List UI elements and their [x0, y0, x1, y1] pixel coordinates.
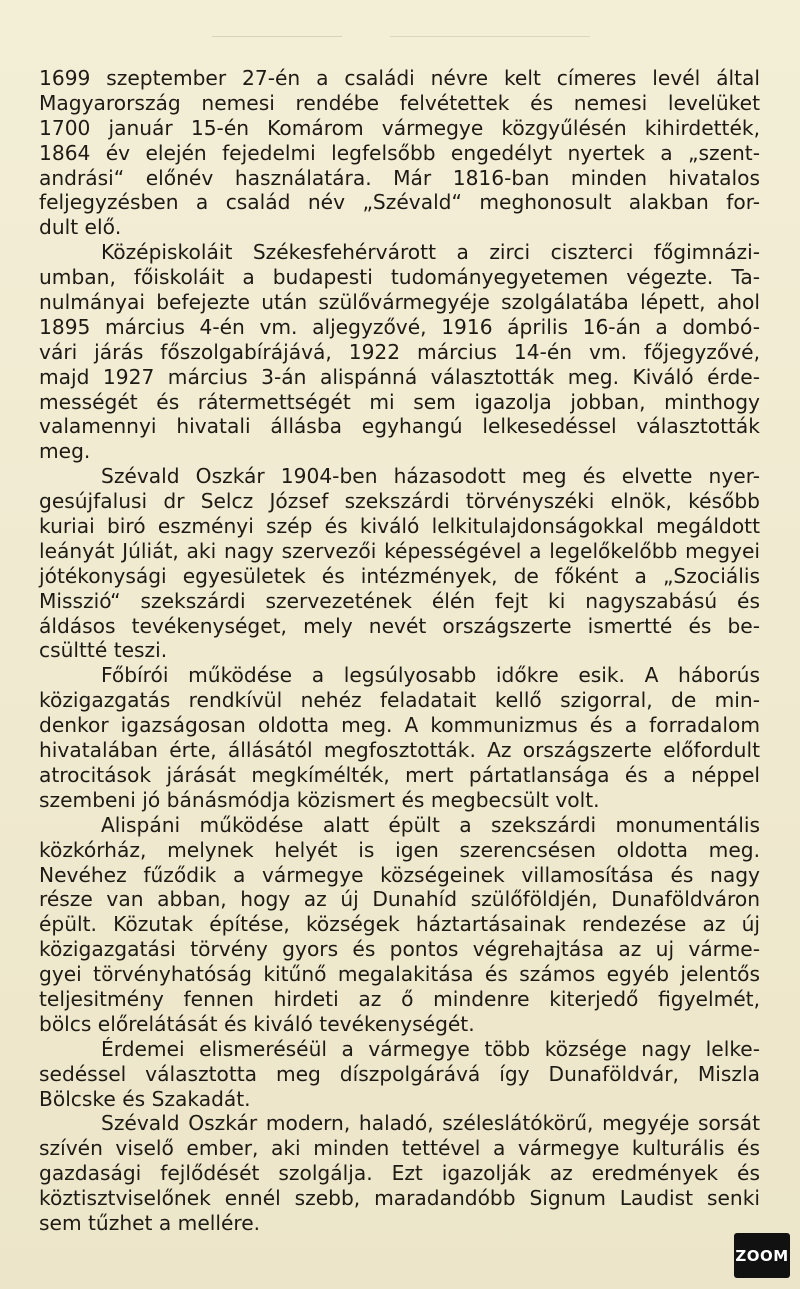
- text-line: dult elő.: [39, 215, 122, 240]
- page-edge-mark: [212, 36, 342, 37]
- text-line: meg.: [39, 439, 91, 464]
- text-line: Szévald Oszkár modern, haladó, széleslátókörű, megyéje sorsát: [101, 1111, 760, 1136]
- text-line: teljesitmény fennen hirdeti az ő mindenre kiterjedő figyelmét,: [39, 986, 760, 1011]
- text-line: Alispáni működése alatt épült a szekszárdi monumentális: [101, 812, 760, 837]
- text-line: Misszió“ szekszárdi szervezetének élén fejt ki nagyszabású és: [39, 588, 760, 613]
- page-edge-mark: [390, 36, 590, 37]
- text-line: Érdemei elismeréséül a vármegye több községe nagy lelke-: [101, 1036, 760, 1061]
- text-line: épült. Közutak építése, községek háztartásainak rendezése az új: [39, 912, 760, 937]
- text-line: 1700 január 15-én Komárom vármegye közgyűlésén kihirdették,: [39, 115, 760, 140]
- text-line: bölcs előrelátását és kiváló tevékenységét.: [39, 1011, 475, 1036]
- text-line: umban, főiskoláit a budapesti tudományegyetemen végezte. Ta-: [39, 265, 760, 290]
- text-line: Magyarország nemesi rendébe felvétettek és nemesi levelüket: [39, 90, 760, 115]
- text-line: gyei törvényhatóság kitűnő megalakitása és számos egyéb jelentős: [39, 962, 760, 987]
- text-line: vári járás főszolgabírájává, 1922 március 14-én vm. főjegyzővé,: [39, 339, 760, 364]
- text-line: sedéssel választotta meg díszpolgárává így Dunaföldvár, Miszla: [39, 1061, 760, 1086]
- text-line: valamennyi hivatali állásba egyhangú lelkesedéssel választották: [39, 414, 760, 439]
- text-line: jótékonysági egyesületek és intézmények, de főként a „Szociális: [39, 563, 760, 588]
- text-line: áldásos tevékenységet, mely nevét országszerte ismertté és be-: [39, 613, 760, 638]
- text-line: köztisztviselőnek ennél szebb, maradandóbb Signum Laudist senki: [39, 1186, 760, 1211]
- text-line: gesújfalusi dr Selcz József szekszárdi törvényszéki elnök, később: [39, 489, 760, 514]
- text-line: kuriai biró eszményi szép és kiváló lelkitulajdonságokkal megáldott: [39, 514, 760, 539]
- text-line: szívén viselő ember, aki minden tettével a vármegye kulturális és: [39, 1136, 760, 1161]
- text-line: gazdasági fejlődését szolgálja. Ezt igazolják az eredmények és: [39, 1161, 760, 1186]
- text-line: Nevéhez fűződik a vármegye községeinek villamosítása és nagy: [39, 862, 760, 887]
- text-line: közigazgatási törvény gyors és pontos végrehajtása az uj várme-: [39, 937, 760, 962]
- text-line: csültté teszi.: [39, 638, 168, 663]
- zoom-logo-badge[interactable]: ZOOM: [734, 1233, 790, 1278]
- text-line: 1699 szeptember 27-én a családi névre kelt címeres levél által: [39, 66, 760, 90]
- text-line: 1895 március 4-én vm. aljegyzővé, 1916 április 16-án a dombó-: [39, 314, 760, 339]
- text-line: Főbírói működése a legsúlyosabb időkre esik. A háborús: [101, 663, 760, 688]
- text-line: majd 1927 március 3-án alispánná választották meg. Kiváló érde-: [39, 364, 760, 389]
- text-line: 1864 év elején fejedelmi legfelsőbb engedélyt nyertek a „szent-: [39, 140, 760, 165]
- text-line: Bölcske és Szakadát.: [39, 1086, 251, 1111]
- text-line: közkórház, melynek helyét is igen szerencsésen oldotta meg.: [39, 837, 760, 862]
- text-line: Szévald Oszkár 1904-ben házasodott meg és elvette nyer-: [101, 464, 760, 489]
- text-line: része van abban, hogy az új Dunahíd szülőföldjén, Dunaföldváron: [39, 887, 760, 912]
- text-line: Középiskoláit Székesfehérvárott a zirci ciszterci főgimnázi-: [101, 240, 760, 265]
- text-line: nulmányai befejezte után szülővármegyéje szolgálatába lépett, ahol: [39, 290, 760, 315]
- text-line: atrocitások járását megkímélték, mert pártatlansága és a néppel: [39, 762, 760, 787]
- text-line: közigazgatás rendkívül nehéz feladatait kellő szigorral, de min-: [39, 688, 760, 713]
- body-text: [39, 66, 760, 1236]
- text-line: andrási“ előnév használatára. Már 1816-ban minden hivatalos: [39, 165, 760, 190]
- text-line: leányát Júliát, aki nagy szervezői képességével a legelőkelőbb megyei: [39, 538, 760, 563]
- text-line: mességét és rátermettségét mi sem igazolja jobban, minthogy: [39, 389, 760, 414]
- text-line: sem tűzhet a mellére.: [39, 1210, 261, 1235]
- text-line: hivatalában érte, állásától megfosztották. Az országszerte előfordult: [39, 738, 760, 763]
- text-line: denkor igazságosan oldotta meg. A kommunizmus és a forradalom: [39, 713, 760, 738]
- text-line: szembeni jó bánásmódja közismert és megbecsült volt.: [39, 787, 600, 812]
- text-line: feljegyzésben a család név „Szévald“ meghonosult alakban for-: [39, 190, 760, 215]
